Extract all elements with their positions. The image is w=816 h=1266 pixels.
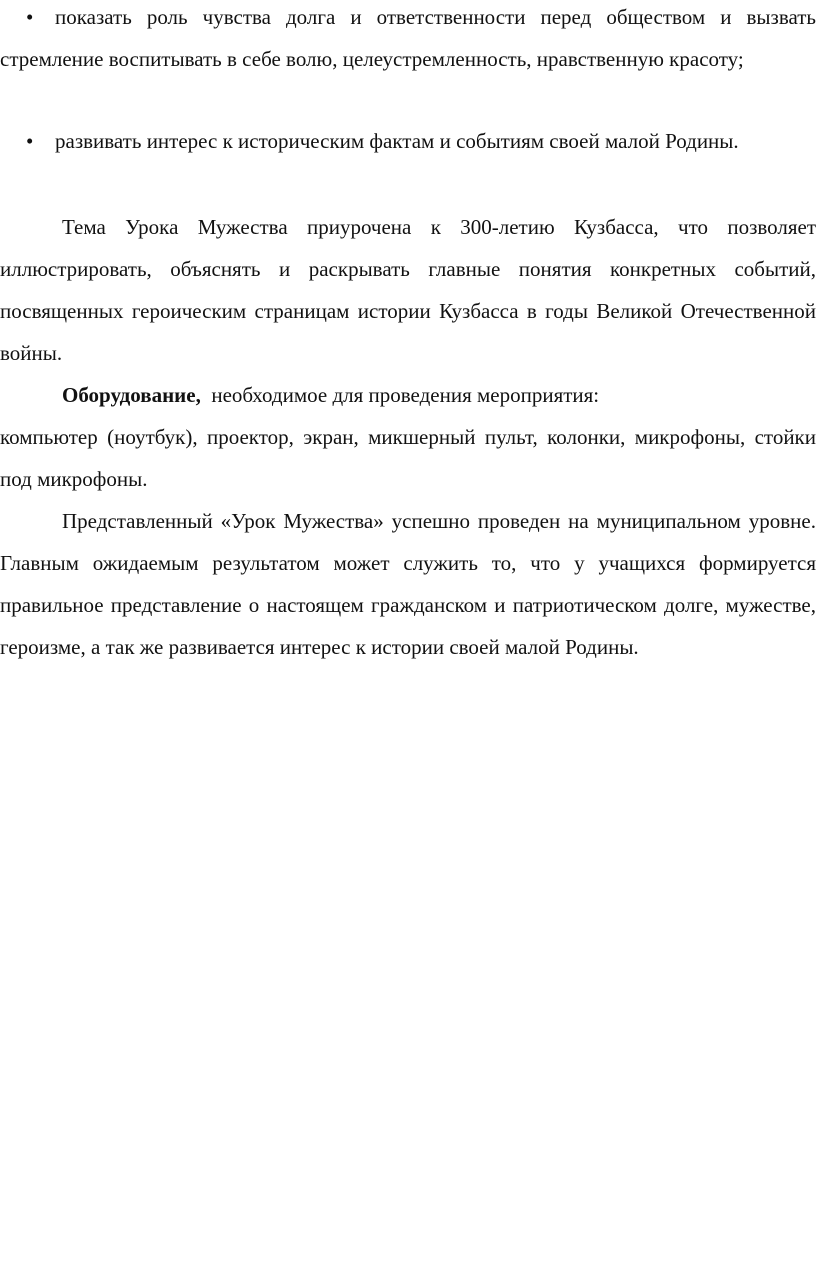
bullet-item-interest <box>0 120 816 162</box>
paragraph-conclusion: Представленный «Урок Мужества» успешно проведен на муниципальном уровне. Главным ожидаемым результатом может служить то, что у учащихся формируется правильное представление о настоящем гражданском и патриотическом долге, мужестве, героизме, а так же развивается интерес к истории своей малой Родины. <box>0 509 816 659</box>
bullet-text: показать роль чувства долга и ответственности перед обществом и вызвать стремление воспитывать в себе волю, целеустремленность, нравственную красоту; <box>0 5 816 71</box>
bullet-text: развивать интерес к историческим фактам и событиям своей малой Родины. <box>55 129 739 153</box>
bullet-item-duty <box>0 0 816 80</box>
equipment-label: Оборудование, <box>62 383 201 407</box>
equipment-intro: необходимое для проведения мероприятия: <box>211 383 600 407</box>
paragraph-equipment-list: компьютер (ноутбук), проектор, экран, микшерный пульт, колонки, микрофоны, стойки под микрофоны. <box>0 425 816 491</box>
bullet-marker: • <box>26 129 34 153</box>
paragraph-theme: Тема Урока Мужества приурочена к 300-летию Кузбасса, что позволяет иллюстрировать, объяснять и раскрывать главные понятия конкретных событий, посвященных героическим страницам истории Кузбасса в годы Великой Отечественной войны. <box>0 215 816 365</box>
paragraph-equipment-heading <box>0 374 816 416</box>
bullet-marker: • <box>26 5 34 29</box>
